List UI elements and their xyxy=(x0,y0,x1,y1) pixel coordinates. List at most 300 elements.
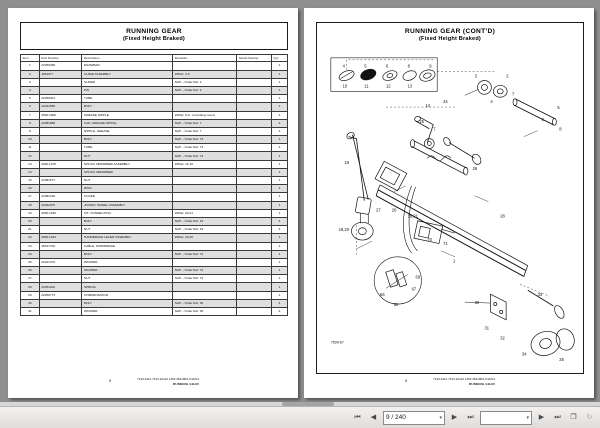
table-cell-rem xyxy=(173,177,237,185)
table-cell-desc: COVER xyxy=(82,193,173,201)
table-cell-rem xyxy=(173,258,237,266)
table-cell-item: 10 xyxy=(21,136,40,144)
table-cell-qty: 1 xyxy=(271,185,287,193)
table-cell-item: 12 xyxy=(21,152,40,160)
exploded-diagram xyxy=(316,48,584,374)
table-cell-desc: BOLT xyxy=(82,103,173,111)
table-cell-qty: 1 xyxy=(271,136,287,144)
page-title-box-right xyxy=(316,22,584,50)
table-cell-part: 22250468 xyxy=(39,62,82,70)
table-cell-rem xyxy=(173,62,237,70)
table-cell-item: 20 xyxy=(21,217,40,225)
table-row xyxy=(21,299,288,307)
table-cell-desc: SHOCK ABSORBER ASSEMBLY xyxy=(82,160,173,168)
table-row xyxy=(21,308,288,316)
table-cell-item: 27 xyxy=(21,275,40,283)
last-page-icon[interactable]: ⏭ xyxy=(467,414,474,421)
table-cell-rem: NAP – Order Ref. 7 xyxy=(173,119,237,127)
table-cell-desc: PIN xyxy=(82,86,173,94)
table-cell-desc: JOCKEY WHEEL ASSEMBLY xyxy=(82,201,173,209)
table-cell-item: 29 xyxy=(21,291,40,299)
table-cell-part: 22182075 xyxy=(39,201,82,209)
table-cell-desc: RING xyxy=(82,185,173,193)
table-cell-item: 28 xyxy=(21,283,40,291)
table-row xyxy=(21,258,288,266)
page-title-box-left xyxy=(20,22,288,50)
svg-text:8: 8 xyxy=(559,126,562,132)
table-cell-item: 7 xyxy=(21,111,40,119)
table-cell-desc: SPRING xyxy=(82,283,173,291)
svg-text:24: 24 xyxy=(443,99,448,105)
svg-text:26: 26 xyxy=(472,166,478,172)
table-cell-desc: BOLT xyxy=(82,250,173,258)
table-cell-serial xyxy=(237,168,272,176)
table-cell-qty: 1 xyxy=(271,267,287,275)
table-cell-part: 4661077 xyxy=(39,70,82,78)
table-cell-qty: 1 xyxy=(271,70,287,78)
parts-table xyxy=(20,54,288,316)
svg-text:67: 67 xyxy=(411,286,417,292)
table-cell-item: 24 xyxy=(21,250,40,258)
previous-page-icon[interactable]: ◀ xyxy=(370,414,377,421)
table-cell-qty: 1 xyxy=(271,209,287,217)
table-cell-item: 21 xyxy=(21,226,40,234)
svg-text:31: 31 xyxy=(484,325,490,331)
table-cell-serial xyxy=(237,95,272,103)
table-cell-qty: 1 xyxy=(271,291,287,299)
footer-code-right-line2: RUNNING GEAR xyxy=(468,381,495,386)
svg-text:19,21: 19,21 xyxy=(407,213,418,219)
table-cell-serial xyxy=(237,275,272,283)
svg-text:2: 2 xyxy=(506,73,509,79)
table-cell-item: 2 xyxy=(21,70,40,78)
table-row xyxy=(21,209,288,217)
table-cell-part xyxy=(39,308,82,316)
table-cell-item: 6 xyxy=(21,103,40,111)
diagram-corner-label: 7599-67 xyxy=(330,340,344,345)
footer-code-line1: 7133-9113 7133-10110 1450 4641009-0 06/14 xyxy=(137,377,199,382)
table-header-row xyxy=(21,55,288,62)
column-header-item: Item xyxy=(21,55,40,62)
table-cell-qty: 1 xyxy=(271,78,287,86)
table-cell-qty: 2 xyxy=(271,144,287,152)
footer-code-right xyxy=(433,377,495,386)
table-cell-rem xyxy=(173,242,237,250)
table-cell-serial xyxy=(237,111,272,119)
table-cell-part: 46517702 xyxy=(39,242,82,250)
footer-code-line2: RUNNING GEAR xyxy=(172,381,199,386)
table-cell-rem: NAP – Order Ref. 73 xyxy=(173,136,237,144)
page-number-input[interactable] xyxy=(383,411,445,425)
svg-text:6: 6 xyxy=(385,63,389,69)
table-cell-desc: BOLT xyxy=(82,217,173,225)
table-cell-qty: 1 xyxy=(271,95,287,103)
page-title-cont: RUNNING GEAR (CONT'D) xyxy=(404,28,496,35)
fit-page-icon[interactable]: ❐ xyxy=(570,414,577,421)
table-cell-desc: WASHER xyxy=(82,267,173,275)
svg-text:5: 5 xyxy=(557,105,560,111)
table-row xyxy=(21,185,288,193)
table-cell-serial xyxy=(237,127,272,135)
table-cell-qty: 2 xyxy=(271,111,287,119)
svg-text:3: 3 xyxy=(474,73,477,79)
table-cell-part xyxy=(39,226,82,234)
svg-text:12: 12 xyxy=(385,83,391,89)
table-cell-part: 4660.1900 xyxy=(39,111,82,119)
zoom-level-input[interactable] xyxy=(480,411,532,425)
table-row xyxy=(21,78,288,86)
svg-text:7: 7 xyxy=(433,126,436,132)
table-cell-item: 3 xyxy=(21,78,40,86)
page-content-right xyxy=(316,22,584,388)
table-cell-item: 11 xyxy=(21,144,40,152)
svg-text:6: 6 xyxy=(541,116,544,122)
table-cell-item: 14 xyxy=(21,168,40,176)
svg-text:7: 7 xyxy=(512,91,515,97)
table-cell-serial xyxy=(237,258,272,266)
table-cell-rem: W/Ref. 23-30 xyxy=(173,234,237,242)
svg-text:35: 35 xyxy=(559,357,564,363)
table-row xyxy=(21,250,288,258)
table-cell-qty: 1 xyxy=(271,275,287,283)
table-cell-desc: TUBE xyxy=(82,144,173,152)
table-row xyxy=(21,234,288,242)
table-cell-serial xyxy=(237,144,272,152)
table-cell-qty: 1 xyxy=(271,168,287,176)
page-subtitle-cont: (Fixed Height Braked) xyxy=(418,36,481,43)
svg-text:5: 5 xyxy=(364,63,367,69)
table-cell-rem: NAP – Order Ref. 72 xyxy=(173,275,237,283)
table-cell-rem: W/Ref. 20-21 xyxy=(173,209,237,217)
table-cell-item: 8 xyxy=(21,119,40,127)
svg-text:28: 28 xyxy=(500,213,505,219)
table-cell-desc: BOLT xyxy=(82,299,173,307)
table-cell-serial xyxy=(237,103,272,111)
table-cell-desc: NUT xyxy=(82,152,173,160)
table-cell-qty: 2 xyxy=(271,119,287,127)
table-cell-qty: 1 xyxy=(271,283,287,291)
diagram-callout-numbers xyxy=(339,64,565,362)
page-title: RUNNING GEAR xyxy=(126,28,182,35)
table-cell-item: 26 xyxy=(21,267,40,275)
footer-code-right-line1: 7133-9113 7133-10110 1450 4641009-0 06/14 xyxy=(433,377,495,382)
table-row xyxy=(21,111,288,119)
table-row xyxy=(21,217,288,225)
table-cell-item: 16 xyxy=(21,185,40,193)
table-row xyxy=(21,291,288,299)
table-row xyxy=(21,242,288,250)
table-cell-desc: NUT xyxy=(82,226,173,234)
table-cell-rem: NAP – Order Ref. 19 xyxy=(173,217,237,225)
rotate-icon[interactable]: ↻ xyxy=(586,414,593,421)
table-row xyxy=(21,275,288,283)
table-cell-part xyxy=(39,250,82,258)
table-cell-item: 13 xyxy=(21,160,40,168)
table-cell-qty: 1 xyxy=(271,242,287,250)
table-cell-desc: COMPENSATOR xyxy=(82,291,173,299)
table-row xyxy=(21,193,288,201)
table-cell-part xyxy=(39,152,82,160)
table-cell-rem xyxy=(173,95,237,103)
svg-text:30: 30 xyxy=(474,300,480,306)
table-cell-serial xyxy=(237,136,272,144)
document-page-left[interactable] xyxy=(8,8,298,398)
table-cell-rem xyxy=(173,185,237,193)
table-cell-rem: NAP – Order Ref. 19 xyxy=(173,226,237,234)
document-page-right[interactable] xyxy=(304,8,594,398)
table-cell-qty: 1 xyxy=(271,250,287,258)
table-row xyxy=(21,86,288,94)
table-cell-rem: NAP – Order Ref. 73 xyxy=(173,144,237,152)
page-number-value: 9 / 240 xyxy=(386,414,406,421)
table-cell-rem: NAP – Order Ref. 2 xyxy=(173,86,237,94)
table-cell-part: 4660.1490 xyxy=(39,209,82,217)
svg-text:26: 26 xyxy=(391,207,397,213)
table-cell-rem: W/Ref. 8-9 - (including cover) xyxy=(173,111,237,119)
svg-text:14: 14 xyxy=(425,103,430,109)
table-row xyxy=(21,226,288,234)
table-cell-item: 19 xyxy=(21,209,40,217)
page-number-right: 6 xyxy=(405,379,408,384)
table-row xyxy=(21,95,288,103)
table-cell-serial xyxy=(237,308,272,316)
svg-text:32: 32 xyxy=(500,335,505,341)
table-cell-item: 25 xyxy=(21,258,40,266)
svg-text:4: 4 xyxy=(490,99,493,105)
table-row xyxy=(21,160,288,168)
table-row xyxy=(21,177,288,185)
page-number: 5 xyxy=(109,379,112,384)
table-cell-desc: TUBE xyxy=(82,95,173,103)
table-cell-part: 22081577 xyxy=(39,177,82,185)
svg-text:4: 4 xyxy=(342,63,345,69)
svg-text:13: 13 xyxy=(407,83,413,89)
svg-text:8: 8 xyxy=(407,63,410,69)
table-row xyxy=(21,144,288,152)
table-cell-desc: GUIDE ASSEMBLY xyxy=(82,70,173,78)
table-cell-rem xyxy=(173,103,237,111)
parts-table-body xyxy=(21,62,288,316)
svg-text:70: 70 xyxy=(427,237,432,243)
first-page-icon[interactable]: ⏮ xyxy=(354,414,361,421)
svg-text:18,20: 18,20 xyxy=(338,227,350,233)
table-cell-qty: 4 xyxy=(271,217,287,225)
footer-code xyxy=(137,377,199,386)
table-cell-part xyxy=(39,136,82,144)
table-cell-part: 22250401 xyxy=(39,95,82,103)
zoom-next-icon[interactable]: ▶ xyxy=(538,414,545,421)
table-cell-qty: 4 xyxy=(271,299,287,307)
table-cell-item: 18 xyxy=(21,201,40,209)
table-cell-part xyxy=(39,299,82,307)
diagram-svg xyxy=(317,48,583,373)
svg-text:71: 71 xyxy=(443,240,448,246)
table-cell-qty: 1 xyxy=(271,152,287,160)
table-cell-part xyxy=(39,127,82,135)
table-cell-desc: NIPPLE, GREASE xyxy=(82,127,173,135)
table-row xyxy=(21,152,288,160)
table-cell-rem xyxy=(173,168,237,176)
table-cell-serial xyxy=(237,242,272,250)
pdf-toolbar xyxy=(0,406,600,428)
table-cell-qty: 1 xyxy=(271,201,287,209)
table-cell-item: 30 xyxy=(21,299,40,307)
column-header-serial: Serial Number xyxy=(237,55,272,62)
table-cell-serial xyxy=(237,70,272,78)
table-cell-part: 4660.1378 xyxy=(39,160,82,168)
table-row xyxy=(21,267,288,275)
table-cell-serial xyxy=(237,193,272,201)
table-cell-rem: NAP – Order Ref. 73 xyxy=(173,152,237,160)
table-cell-serial xyxy=(237,119,272,127)
svg-text:69: 69 xyxy=(415,274,421,280)
inset-small-parts xyxy=(338,67,437,83)
svg-text:11: 11 xyxy=(364,83,369,89)
table-cell-serial xyxy=(237,177,272,185)
svg-text:34: 34 xyxy=(521,351,527,357)
table-cell-part: 22081888 xyxy=(39,119,82,127)
table-cell-item: 4 xyxy=(21,86,40,94)
svg-text:25: 25 xyxy=(419,118,425,124)
page-content-left xyxy=(20,22,288,388)
table-cell-part xyxy=(39,86,82,94)
svg-text:66: 66 xyxy=(380,292,385,298)
table-cell-part: 22081318 xyxy=(39,193,82,201)
table-cell-part xyxy=(39,267,82,275)
table-cell-serial xyxy=(237,78,272,86)
table-cell-rem xyxy=(173,193,237,201)
table-cell-qty: 1 xyxy=(271,193,287,201)
svg-text:1: 1 xyxy=(452,258,456,264)
table-cell-item: 15 xyxy=(21,177,40,185)
table-cell-serial xyxy=(237,160,272,168)
table-cell-item: 5 xyxy=(21,95,40,103)
table-cell-qty: 4 xyxy=(271,226,287,234)
table-cell-part xyxy=(39,217,82,225)
table-cell-part: 22241376 xyxy=(39,258,82,266)
column-header-desc: Description xyxy=(82,55,173,62)
table-cell-desc: WASHER xyxy=(82,258,173,266)
table-cell-serial xyxy=(237,209,272,217)
column-header-qty: Qty xyxy=(271,55,287,62)
table-cell-rem: NAP – Order Ref. 72 xyxy=(173,267,237,275)
table-cell-rem: NAP – Order Ref. 7 xyxy=(173,127,237,135)
table-cell-qty: 2 xyxy=(271,127,287,135)
svg-text:33: 33 xyxy=(537,292,543,298)
table-cell-serial xyxy=(237,299,272,307)
table-cell-item: 9 xyxy=(21,127,40,135)
table-cell-serial xyxy=(237,250,272,258)
table-row xyxy=(21,119,288,127)
table-cell-serial xyxy=(237,283,272,291)
table-cell-item: 1 xyxy=(21,62,40,70)
chevron-down-icon[interactable]: ▾ xyxy=(439,414,442,421)
page-footer-right xyxy=(316,377,584,386)
zoom-last-icon[interactable]: ⏭ xyxy=(554,414,561,421)
table-cell-qty: 1 xyxy=(271,258,287,266)
table-cell-item: 23 xyxy=(21,242,40,250)
table-cell-qty: 1 xyxy=(271,86,287,94)
column-header-remarks: Remarks xyxy=(173,55,237,62)
zoom-chevron-down-icon[interactable]: ▾ xyxy=(526,414,529,421)
table-cell-item: 31 xyxy=(21,308,40,316)
table-cell-desc: WASHER xyxy=(82,308,173,316)
column-header-part: Part Number xyxy=(39,55,82,62)
table-cell-serial xyxy=(237,234,272,242)
table-cell-part: 22251202 xyxy=(39,283,82,291)
table-cell-desc: NUT xyxy=(82,177,173,185)
table-cell-qty: 1 xyxy=(271,177,287,185)
table-cell-serial xyxy=(237,291,272,299)
table-cell-rem xyxy=(173,201,237,209)
table-cell-item: 17 xyxy=(21,193,40,201)
table-cell-serial xyxy=(237,62,272,70)
table-cell-rem: NAP – Order Ref. 2 xyxy=(173,78,237,86)
table-cell-serial xyxy=(237,217,272,225)
page-subtitle: (Fixed Height Braked) xyxy=(122,36,185,43)
table-cell-part: 22241558 xyxy=(39,103,82,111)
svg-text:10: 10 xyxy=(342,83,348,89)
table-cell-desc: DRAWBAR xyxy=(82,62,173,70)
table-row xyxy=(21,103,288,111)
table-cell-part xyxy=(39,168,82,176)
table-cell-part xyxy=(39,275,82,283)
svg-text:68: 68 xyxy=(393,302,399,308)
table-cell-desc: SHOCK ABSORBER xyxy=(82,168,173,176)
svg-text:9: 9 xyxy=(429,63,432,69)
table-row xyxy=(21,70,288,78)
svg-text:19: 19 xyxy=(344,160,350,166)
table-cell-qty: 1 xyxy=(271,234,287,242)
table-cell-desc: BOLT xyxy=(82,136,173,144)
table-cell-qty: 1 xyxy=(271,103,287,111)
table-cell-rem: NAP – Order Ref. 36 xyxy=(173,308,237,316)
table-cell-rem: NAP – Order Ref. 36 xyxy=(173,299,237,307)
table-cell-serial xyxy=(237,185,272,193)
table-cell-desc: NUT xyxy=(82,275,173,283)
next-page-icon[interactable]: ▶ xyxy=(451,414,458,421)
table-cell-desc: HANDBRAKE LEVER ASSEMBLY xyxy=(82,234,173,242)
table-cell-serial xyxy=(237,226,272,234)
table-row xyxy=(21,201,288,209)
table-cell-rem xyxy=(173,291,237,299)
table-cell-desc: KIT, CONNECTING xyxy=(82,209,173,217)
table-cell-part: 22250773 xyxy=(39,291,82,299)
svg-text:27: 27 xyxy=(376,207,381,213)
table-cell-qty: 1 xyxy=(271,62,287,70)
table-cell-part: 4660.1463 xyxy=(39,234,82,242)
page-footer-left xyxy=(20,377,288,386)
table-row xyxy=(21,62,288,70)
table-cell-desc: CABLE, HANDBRAKE xyxy=(82,242,173,250)
table-cell-desc: CAP, GREASE NIPPLE xyxy=(82,119,173,127)
table-cell-serial xyxy=(237,152,272,160)
table-row xyxy=(21,127,288,135)
table-cell-item: 22 xyxy=(21,234,40,242)
table-cell-serial xyxy=(237,86,272,94)
table-cell-qty: 1 xyxy=(271,160,287,168)
table-cell-desc: SLIDER xyxy=(82,78,173,86)
table-cell-rem: NAP – Order Ref. 72 xyxy=(173,250,237,258)
table-cell-serial xyxy=(237,201,272,209)
table-cell-part xyxy=(39,144,82,152)
table-row xyxy=(21,283,288,291)
table-cell-rem xyxy=(173,283,237,291)
table-cell-serial xyxy=(237,267,272,275)
table-cell-qty: 4 xyxy=(271,308,287,316)
table-cell-rem: W/Ref. 3-5 xyxy=(173,70,237,78)
table-row xyxy=(21,136,288,144)
